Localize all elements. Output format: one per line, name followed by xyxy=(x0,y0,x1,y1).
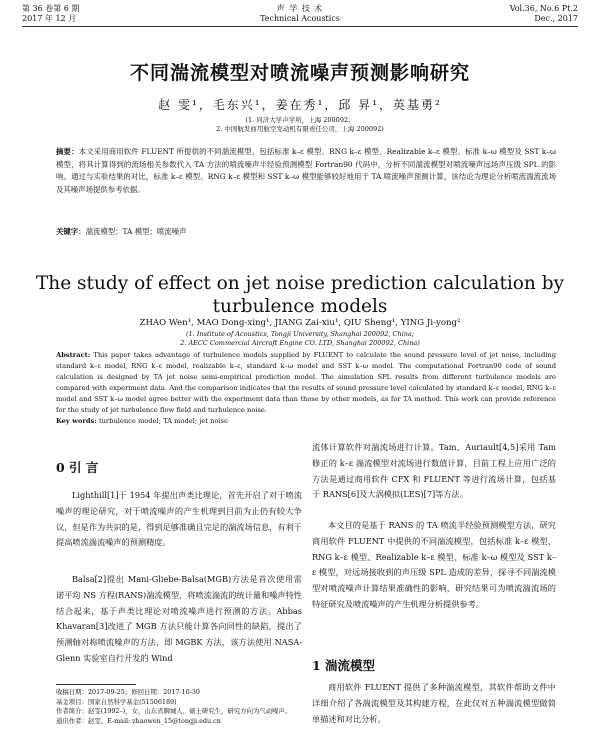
chinese-authors: 赵 雯¹，毛东兴¹，姜在秀¹，邱 昇¹，英基勇² xyxy=(158,98,442,112)
chinese-keywords-text: 湍流模型；TA 模型；喷流噪声 xyxy=(85,227,187,236)
header-right-line1: Vol.36, No.6 Pt.2 xyxy=(509,4,578,13)
english-title-line1: The study of effect on jet noise prediction calculation by xyxy=(35,273,565,294)
english-title-line2: turbulence models xyxy=(212,296,388,317)
footnote-rule xyxy=(56,684,136,685)
section-1-paragraph: 商用软件 FLUENT 提供了多种湍流模型，其软件帮助文件中详细介绍了各湍流模型及其构建方程，在此仅对五种湍流模型做简单描述和对比分析。 xyxy=(312,682,556,724)
chinese-affiliation-1: (1. 同济大学声学所，上海 200092； xyxy=(245,116,355,124)
footnote-correspondence: 通讯作者：赵雯，E-mail: zhaowen_15@tongji.edu.cn xyxy=(56,716,221,725)
chinese-keywords xyxy=(56,226,556,239)
english-keywords-label: Key words: xyxy=(56,417,97,425)
english-authors: ZHAO Wen¹, MAO Dong-xing¹, JIANG Zai-xiu¹, QIU Sheng¹, YING Ji-yong² xyxy=(139,318,461,328)
chinese-affiliation-2: 2. 中国航发商用航空发动机有限责任公司，上海 200092) xyxy=(216,125,384,133)
header-rule xyxy=(22,26,578,27)
chinese-abstract-label: 摘要： xyxy=(56,147,79,156)
section-0-paragraph-2: Balsa[2]提出 Mani-Gliebe-Balsa(MGB)方法是首次使用雷诺平均 NS 方程(RANS)湍流模型，将喷流湍流的统计量和噪声特性结合起来，基于声类比理论对喷流噪声进行预测的方法。Abbas Khavaran[3]改进了 MGB 方法只能计算各向同性的缺陷，提出了预测轴对称喷流噪声的方法，即 MGBK 方法，该方法使用 NASA-Glenn 实验室自行开发的 Wind xyxy=(56,574,302,663)
chinese-keywords-label: 关键字： xyxy=(56,227,86,236)
english-keywords-text: turbulence model; TA model; jet noise xyxy=(98,417,228,425)
footnote-fund: 基金项目：国家自然科学基金(51506189) xyxy=(56,697,177,706)
section-0-heading: 0 引 言 xyxy=(56,460,99,475)
right-column-paragraph-1: 流体计算软件对湍流场进行计算。Tam、Auriault[4,5]采用 Tam 修正的 k–ε 湍流模型对流场进行数值计算，目前工程上应用广泛的方法是通过商用软件 CFX 和 FLUENT 等进行流场计算，包括基于 RANS[6]及大涡模拟(LES)[7]等方法。 xyxy=(312,442,556,500)
english-abstract-label: Abstract: xyxy=(56,351,91,359)
english-title xyxy=(0,272,600,318)
footnote-author-intro: 作者简介：赵雯(1992–)，女，山东省聊城人，硕士研究生，研究方向为气动噪声。 xyxy=(56,707,292,716)
right-column-paragraph-2: 本文目的是基于 RANS 的 TA 喷流半经验预测模型方法，研究商用软件 FLUENT 中提供的不同湍流模型，包括标准 k–ε 模型、RNG k–ε 模型、Realizable k–ε 模型、标准 k–ω 模型及 SST k–ε 模型，对远场接收到的声压级 SPL 造成的差异，探寻不同湍流模型对喷流噪声计算结果准确性的影响，研究结果可为喷流湍流场的特征研究及喷流噪声的产生机理分析提供参考。 xyxy=(312,520,556,609)
section-1-heading: 1 湍流模型 xyxy=(312,658,376,673)
header-left-line2: 2017 年 12 月 xyxy=(22,14,77,23)
english-affiliation-2: 2. AECC Commercial Aircraft Engine CO. LTD, Shanghai 200092, China) xyxy=(180,339,420,347)
footnote xyxy=(56,688,306,726)
journal-volume-right xyxy=(510,4,578,24)
section-0-paragraph-1: Lighthill[1]于 1954 年提出声类比理论，首先开启了对于喷流噪声的理论研究，对于喷流噪声的产生机理到目前为止仍有较大争议，但是作为共识的是，得到足够准确且完足的湍流场信息，有利于提高喷流湍流噪声的预测精度。 xyxy=(56,490,302,548)
english-affiliation-1: (1. Institute of Acoustics, Tongji University, Shanghai 200092, China; xyxy=(186,330,414,338)
english-affiliations xyxy=(0,330,600,348)
header-center-line1: 声 学 技 术 xyxy=(276,4,324,13)
chinese-affiliations xyxy=(0,116,600,134)
header-right-line2: Dec., 2017 xyxy=(534,14,578,23)
chinese-title: 不同湍流模型对喷流噪声预测影响研究 xyxy=(129,62,470,84)
header-left-line1: 第 36 卷第 6 期 xyxy=(22,4,80,13)
english-abstract-text: This paper takes advantage of turbulence models supplied by FLUENT to calculate the sound pressure level of jet noise, including standard k–ε model, RNG k–ε model, realizable k–ε, standard k–ω model and SST k–ω model. The computational Fortran90 code of sound calculation is designed by TA jet noise semi-empirical prediction model. The simulation SPL results from different turbulence models are compared with experiment data. And the comparison indicates that the results of sound pressure level calculated by standard k–ε model, RNG k–ε model and SST k–ω model agree better with the experiment data than those by other models, as for TA method. This work can provide reference for the study of jet turbulence flow field and turbulence noise. xyxy=(56,351,556,414)
footnote-received: 收稿日期：2017-09-25；修回日期：2017-10-30 xyxy=(56,688,200,696)
english-abstract xyxy=(56,350,556,427)
chinese-abstract xyxy=(56,146,556,196)
chinese-abstract-text: 本文采用商用软件 FLUENT 所提供的不同湍流模型，包括标准 k–ε 模型、RNG k–ε 模型、Realizable k–ε 模型、标准 k–ω 模型及 SST k–ω 模型，将其计算得到的流场相关参数代入 TA 方法的喷流噪声半经验预测模型 Fortran90 代码中，分析不同湍流模型对喷流噪声远场声压级 SPL 的影响。通过与实验结果的对比，标准 k–ε 模型、RNG k–ε 模型和 SST k–ω 模型能够较好地用于 TA 喷流噪声预测计算，该结论为理论分析喷流湍流流场及其噪声场提供参考依据。 xyxy=(56,147,556,194)
english-keywords xyxy=(56,416,556,427)
header-center-line2: Technical Acoustics xyxy=(260,14,340,23)
